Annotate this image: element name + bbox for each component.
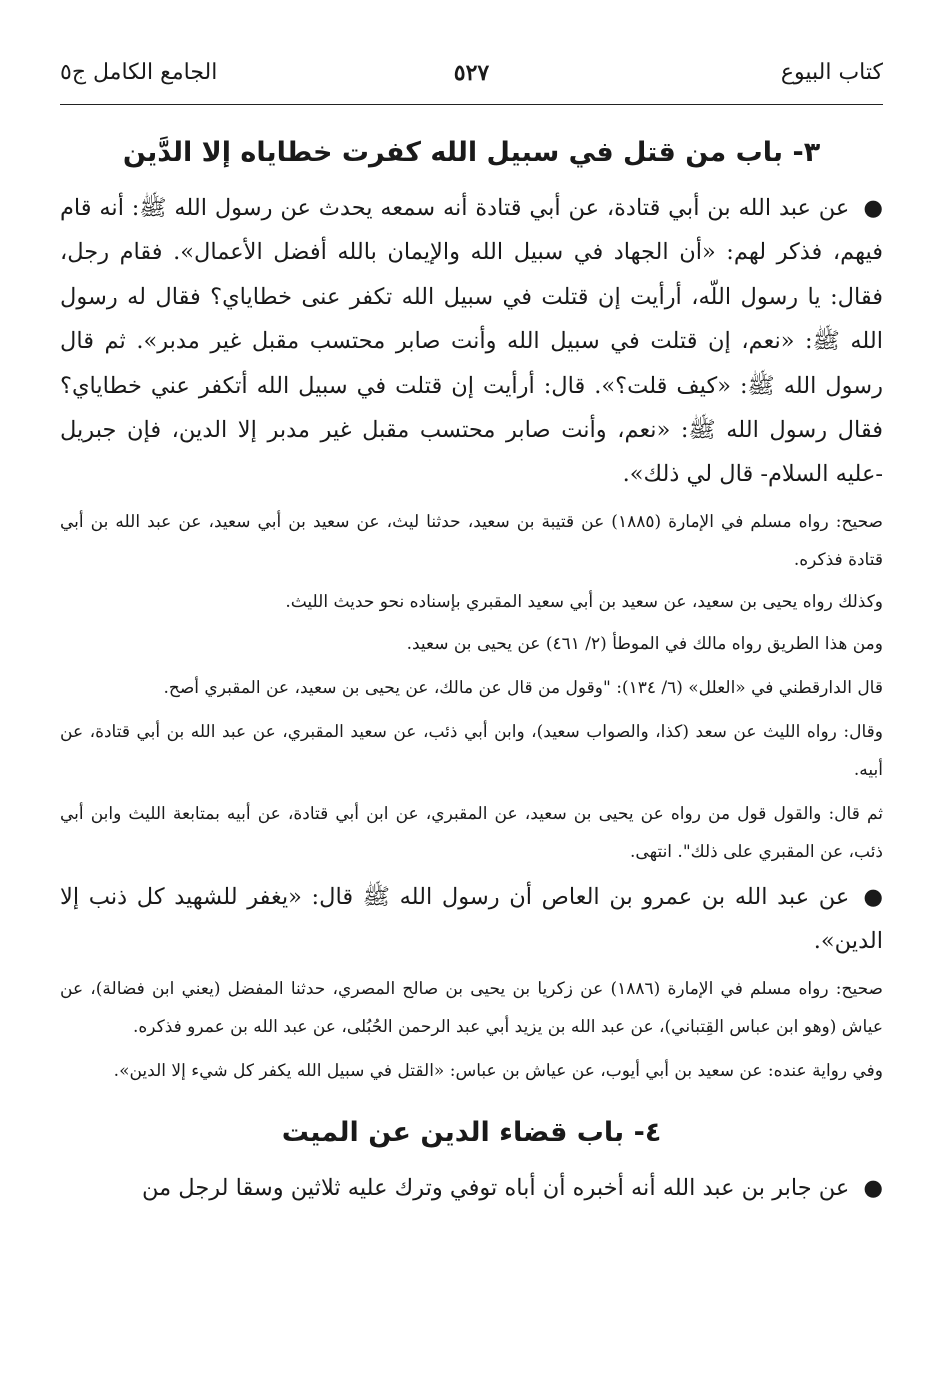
- takhrij-note: صحيح: رواه مسلم في الإمارة (١٨٨٥) عن قتيبة بن سعيد، حدثنا ليث، عن سعيد بن أبي سعيد، عن عبد الله بن أبي قتادة فذكره.: [60, 511, 883, 570]
- bullet-icon: ●: [863, 195, 883, 221]
- takhrij-note: ومن هذا الطريق رواه مالك في الموطأ (٢/ ٤٦١) عن يحيى بن سعيد.: [406, 633, 883, 654]
- header-divider: [60, 104, 883, 105]
- section-title: ٣- باب من قتل في سبيل الله كفرت خطاياه إلا الدَّين: [122, 137, 821, 168]
- hadith-paragraph: [60, 875, 883, 964]
- book-title: كتاب البيوع: [780, 60, 883, 85]
- takhrij-note: وقال: رواه الليث عن سعد (كذا، والصواب سعيد)، وابن أبي ذئب، عن سعيد المقبري، عن عبد الله بن أبي قتادة، عن أبيه.: [60, 721, 883, 780]
- hadith-text: عن عبد الله بن عمرو بن العاص أن رسول الله ﷺ قال: «يغفر للشهيد كل ذنب إلا الدين».: [60, 883, 883, 955]
- hadith-paragraph: [60, 186, 883, 497]
- hadith-text: عن عبد الله بن أبي قتادة، عن أبي قتادة أنه سمعه يحدث عن رسول الله ﷺ: أنه قام فيهم، فذكر لهم: «أن الجهاد في سبيل الله والإيمان بالله أفضل الأعمال». فقام رجل، فقال: يا رسول اللّه، أرأيت إن قتلت في سبيل الله تكفر عنى خطاياي؟ فقال له رسول الله ﷺ: «نعم، إن قتلت في سبيل الله وأنت صابر محتسب مقبل غير مدبر». ثم قال رسول الله ﷺ: «كيف قلت؟». قال: أرأيت إن قتلت في سبيل الله أتكفر عني خطاياي؟ فقال رسول الله ﷺ: «نعم، وأنت صابر محتسب مقبل غير مدبر إلا الدين، فإن جبريل -عليه السلام- قال لي ذلك».: [60, 195, 883, 488]
- page-number: ٥٢٧: [453, 60, 490, 86]
- bullet-icon: ●: [863, 883, 883, 910]
- takhrij-note: قال الدارقطني في «العلل» (٦/ ١٣٤): "وقول من قال عن مالك، عن يحيى بن سعيد، عن المقبري أصح.: [163, 677, 883, 698]
- takhrij-note: ثم قال: والقول قول من رواه عن يحيى بن سعيد، عن المقبري، عن ابن أبي قتادة، عن أبيه بمتابعة الليث وابن أبي ذئب، عن المقبري على ذلك". انتهى.: [60, 803, 883, 862]
- hadith-paragraph: [60, 1166, 883, 1210]
- page-header: [60, 60, 883, 100]
- page-content: [60, 126, 883, 1210]
- hadith-text: عن جابر بن عبد الله أنه أخبره أن أباه توفي وترك عليه ثلاثين وسقا لرجل من: [141, 1174, 850, 1201]
- volume-title: الجامع الكامل ج٥: [60, 60, 218, 85]
- takhrij-note: وفي رواية عنده: عن سعيد بن أبي أيوب، عن عياش بن عباس: «القتل في سبيل الله يكفر كل شيء إلا الدين».: [113, 1060, 883, 1081]
- bullet-icon: ●: [863, 1174, 883, 1201]
- section-title: ٤- باب قضاء الدين عن الميت: [281, 1116, 662, 1148]
- takhrij-note: وكذلك رواه يحيى بن سعيد، عن سعيد بن أبي سعيد المقبري بإسناده نحو حديث الليث.: [285, 591, 883, 612]
- takhrij-note: صحيح: رواه مسلم في الإمارة (١٨٨٦) عن زكريا بن يحيى بن صالح المصري، حدثنا المفضل (يعني ابن فضالة)، عن عياش (وهو ابن عباس القِتباني)، عن عبد الله بن يزيد أبي عبد الرحمن الحُبُلى، عن عبد الله بن عمرو فذكره.: [60, 978, 883, 1037]
